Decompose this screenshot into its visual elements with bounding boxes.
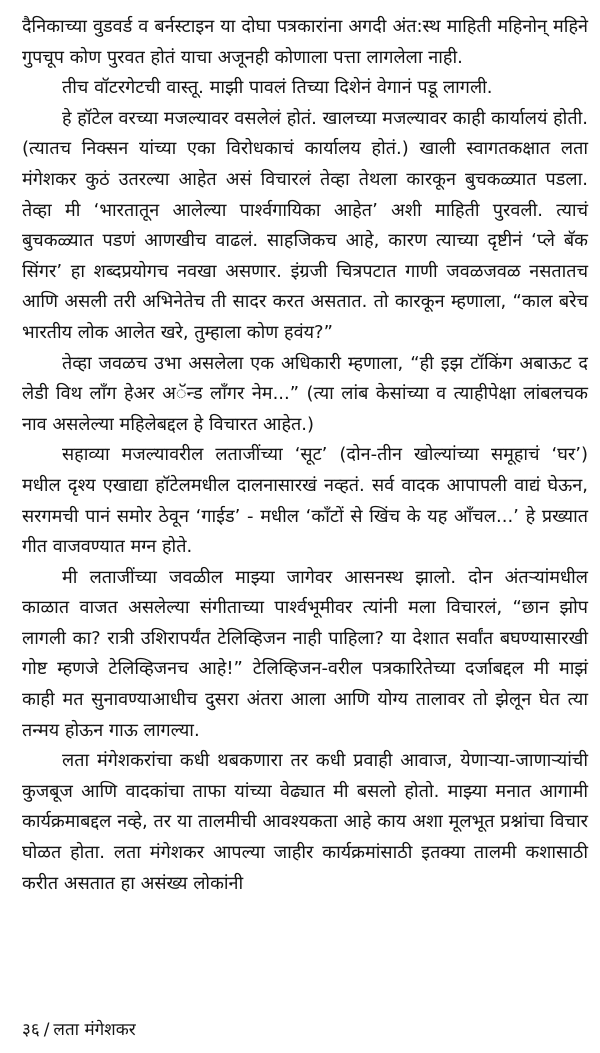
- page-body: [22, 12, 588, 899]
- paragraph-3: हे हॉटेल वरच्या मजल्यावर वसलेलं होतं. खालच्या मजल्यावर काही कार्यालयं होती. (त्यातच निक्सन यांच्या एका विरोधकाचं कार्यालय होतं.) खाली स्वागतकक्षात लता मंगेशकर कुठं उतरल्या आहेत असं विचारलं तेव्हा तेथला कारकून बुचकळ्यात पडला. तेव्हा मी ‘भारतातून आलेल्या पार्श्वगायिका आहेत’ अशी माहिती पुरवली. त्याचं बुचकळ्यात पडणं आणखीच वाढलं. साहजिकच आहे, कारण त्याच्या दृष्टीनं ‘प्ले बॅक सिंगर’ हा शब्दप्रयोगच नवखा असणार. इंग्रजी चित्रपटात गाणी जवळजवळ नसतातच आणि असली तरी अभिनेतेच ती सादर करत असतात. तो कारकून म्हणाला, “काल बरेच भारतीय लोक आलेत खरे, तुम्हाला कोण हवंय?”: [22, 107, 588, 343]
- page-number: ३६: [22, 1020, 40, 1040]
- page-footer: [22, 1018, 136, 1042]
- paragraph-5: सहाव्या मजल्यावरील लताजींच्या ‘सूट’ (दोन-तीन खोल्यांच्या समूहाचं ‘घर’) मधील दृश्य एखाद्या हॉटेलमधील दालनासारखं नव्हतं. सर्व वादक आपापली वाद्यं घेऊन, सरगमची पानं समोर ठेवून ‘गाईड’ - मधील ‘काँटों से खिंच के यह आँचल...’ हे प्रख्यात गीत वाजवण्यात मग्न होते.: [22, 444, 588, 558]
- paragraph-6: मी लताजींच्या जवळील माझ्या जागेवर आसनस्थ झालो. दोन अंतऱ्यांमधील काळात वाजत असलेल्या संगीताच्या पार्श्वभूमीवर त्यांनी मला विचारलं, “छान झोप लागली का? रात्री उशिरापर्यंत टेलिव्हिजन नाही पाहिला? या देशात सर्वांत बघण्यासारखी गोष्ट म्हणजे टेलिव्हिजनच आहे!” टेलिव्हिजन-वरील पत्रकारितेच्या दर्जाबद्दल मी माझं काही मत सुनावण्याआधीच दुसरा अंतरा आला आणि योग्य तालावर तो झेलून घेत त्या तन्मय होऊन गाऊ लागल्या.: [22, 566, 588, 741]
- running-title: लता मंगेशकर: [53, 1020, 136, 1040]
- paragraph-7: लता मंगेशकरांचा कधी थबकणारा तर कधी प्रवाही आवाज, येणाऱ्या-जाणाऱ्यांची कुजबूज आणि वादकांचा ताफा यांच्या वेढ्यात मी बसलो होतो. माझ्या मनात आगामी कार्यक्रमाबद्दल नव्हे, तर या तालमीची आवश्यकता आहे काय अशा मूलभूत प्रश्नांचा विचार घोळत होता. लता मंगेशकर आपल्या जाहीर कार्यक्रमांसाठी इतक्या तालमी कशासाठी करीत असतात हा असंख्य लोकांनी: [22, 750, 588, 894]
- footer-separator: /: [43, 1020, 50, 1040]
- paragraph-4: तेव्हा जवळच उभा असलेला एक अधिकारी म्हणाला, “ही इझ टॉकिंग अबाऊट द लेडी विथ लाँग हेअर अॅन्ड लाँगर नेम...” (त्या लांब केसांच्या व त्याहीपेक्षा लांबलचक नाव असलेल्या महिलेबद्दल हे विचारत आहेत.): [22, 352, 588, 435]
- paragraph-1: दैनिकाच्या वुडवर्ड व बर्नस्टाइन या दोघा पत्रकारांना अगदी अंत:स्थ माहिती महिनोन् महिने गुपचूप कोण पुरवत होतं याचा अजूनही कोणाला पत्ता लागलेला नाही.: [22, 16, 588, 68]
- paragraph-2: तीच वॉटरगेटची वास्तू. माझी पावलं तिच्या दिशेनं वेगानं पडू लागली.: [62, 77, 493, 99]
